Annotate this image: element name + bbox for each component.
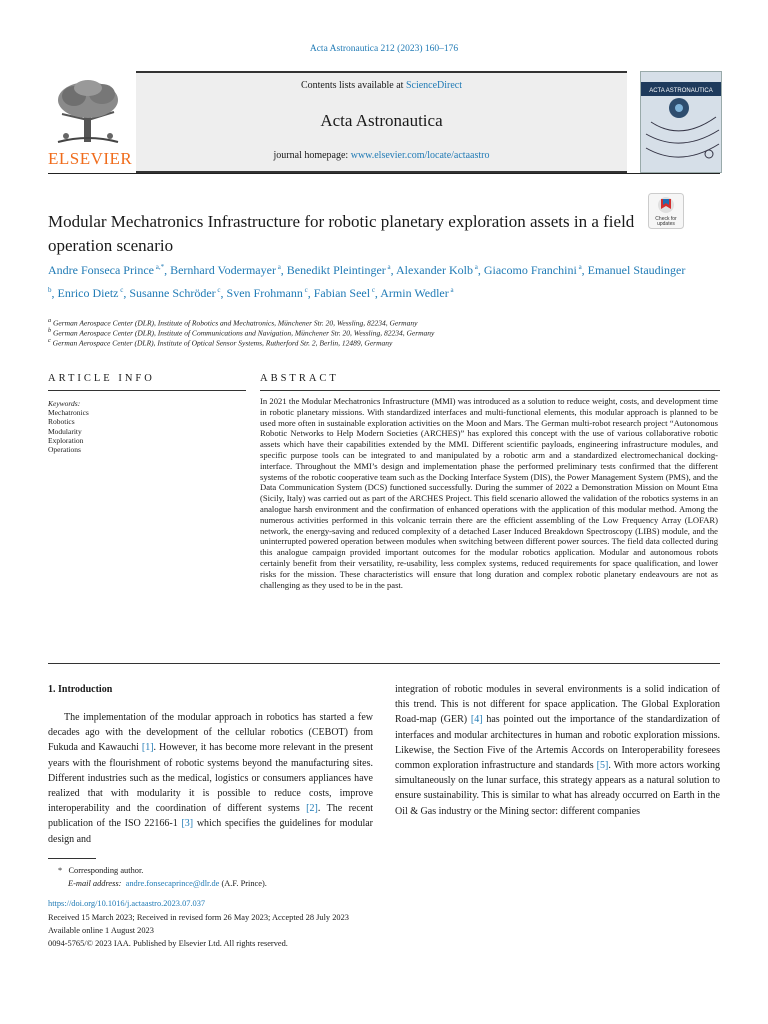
author-list: Andre Fonseca Prince $^{a,*}$, Bernhard Vodermayer $^a$, Benedikt Pleintinger $^a$, Alexander Kolb $^a$, Giacomo Franchini $^a$, Emanuel Staudinger $^b$, Enrico Dietz $^c$, Susanne Schröder $^c$, Sven Frohmann $^c$, Fabian Seel $^c$, Armin Wedler $^a$: [48, 263, 686, 300]
available-online-date: Available online 1 August 2023: [48, 926, 154, 935]
body-text: The implementation of the modular approach in robotics has started a few decades ago with the development of the cellular robotics (CEBOT) from Fukuda and Kawauchi: [48, 712, 373, 754]
author-affiliation-mark: a: [576, 263, 582, 271]
affiliation-b-text: German Aerospace Center (DLR), Institute of Communications and Navigation, Münchener Str. 20, Wessling, 82234, Germany: [53, 328, 435, 338]
author-name[interactable]: Bernhard Vodermayer: [170, 263, 276, 277]
journal-reference-link[interactable]: Acta Astronautica 212 (2023) 160–176: [309, 44, 459, 54]
citation-link[interactable]: [1]: [141, 742, 154, 754]
sciencedirect-link[interactable]: ScienceDirect: [405, 80, 463, 91]
body-text: . With more actors working simultaneously on the lunar surface, this strategy appears as a natural solution to ensure sustainability. This is similar to what has already occurred on Earth in the Oil & Gas industry or the Mining sector: different companies: [395, 760, 721, 817]
author-name[interactable]: Alexander Kolb: [395, 263, 473, 277]
email-note: [68, 879, 267, 888]
header-divider: [48, 173, 720, 174]
affiliation-c-text: German Aerospace Center (DLR), Institute of Optical Sensor Systems, Rutherford Str. 2, Berlin, 12489, Germany: [52, 338, 393, 348]
body-text: which specifies the guidelines for modular design and: [48, 818, 374, 845]
affiliation-a: $^a$ German Aerospace Center (DLR), Institute of Robotics and Mechatronics, Münchener Str. 20, Wessling, 82234, Germany: [48, 317, 418, 328]
journal-homepage-link[interactable]: www.elsevier.com/locate/actaastro: [350, 150, 490, 161]
affiliation-a-text: German Aerospace Center (DLR), Institute of Robotics and Mechatronics, Münchener Str. 20, Wessling, 82234, Germany: [53, 318, 418, 328]
journal-name: Acta Astronautica: [320, 111, 443, 130]
cover-title: ACTA ASTRONAUTICA: [649, 88, 713, 94]
author-affiliation-mark: b: [48, 285, 52, 294]
author-affiliation-mark: c: [302, 285, 308, 294]
email-label: E-mail address:: [68, 879, 122, 888]
author-name[interactable]: Sven Frohmann: [226, 285, 303, 300]
author-name[interactable]: Fabian Seel: [313, 285, 371, 300]
author-name[interactable]: Emanuel Staudinger: [587, 263, 686, 277]
introduction-column-left: [48, 710, 373, 847]
abstract-heading: ABSTRACT: [260, 373, 339, 384]
body-text: . The recent publication of the ISO 22166-1: [48, 803, 373, 830]
copyright-line: 0094-5765/© 2023 IAA. Published by Elsevier Ltd. All rights reserved.: [48, 939, 288, 948]
keyword-item: Robotics: [48, 417, 75, 427]
affiliation-b: $^b$ German Aerospace Center (DLR), Institute of Communications and Navigation, Münchener Str. 20, Wessling, 82234, Germany: [48, 327, 435, 338]
author-affiliation-mark: c: [370, 285, 375, 294]
citation-link[interactable]: [2]: [306, 803, 318, 815]
author-affiliation-mark: c: [118, 285, 124, 294]
footnote-divider: [48, 858, 96, 859]
author-affiliation-mark: a: [275, 263, 281, 271]
citation-link[interactable]: [5]: [596, 760, 609, 772]
journal-homepage-line: [136, 150, 627, 161]
keyword-item: Exploration: [48, 435, 84, 445]
doi-link[interactable]: https://doi.org/10.1016/j.actaastro.2023.07.037: [48, 899, 206, 908]
contents-available-line: [136, 80, 627, 91]
introduction-heading: 1. Introduction: [48, 684, 113, 695]
author-name[interactable]: Armin Wedler: [380, 285, 449, 300]
article-title: Modular Mechatronics Infrastructure for robotic planetary exploration assets in a field operation scenario: [48, 212, 635, 255]
affiliation-c: $^c$ German Aerospace Center (DLR), Institute of Optical Sensor Systems, Rutherford Str. 2, Berlin, 12489, Germany: [48, 337, 393, 348]
keywords-block: [48, 399, 89, 454]
corresponding-text: Corresponding author.: [68, 866, 144, 875]
body-text: . However, it has become more relevant in the present years with the flourishment of robotic systems beyond the manufacturing sites. Different industries such as the medical, logistics or consumers appliances have realized that with modularity it is possible to reduce costs, improve interoperability and the coordination of different systems: [48, 742, 373, 815]
corresponding-author-note: [58, 866, 143, 875]
keyword-item: Mechatronics: [48, 408, 89, 418]
check-for-updates-badge[interactable]: [648, 193, 684, 229]
author-affiliation-mark: c: [215, 285, 221, 294]
homepage-prefix: journal homepage:: [273, 150, 351, 161]
elsevier-wordmark: ELSEVIER: [48, 149, 133, 168]
abstract-divider: [260, 390, 720, 391]
crossmark-icon: [648, 193, 684, 229]
body-text: integration of robotic modules in several environments is a solid indication of this trend. This is not different for space application. The Global Exploration Road-map (GER): [395, 684, 720, 726]
email-suffix: (A.F. Prince).: [221, 879, 267, 888]
citation-link[interactable]: [3]: [181, 818, 194, 830]
contents-prefix: Contents lists available at: [300, 80, 406, 91]
received-dates: Received 15 March 2023; Received in revised form 26 May 2023; Accepted 28 July 2023: [48, 913, 349, 922]
author-affiliation-mark: a: [385, 263, 391, 271]
author-name[interactable]: Benedikt Pleintinger: [286, 263, 386, 277]
author-name[interactable]: Giacomo Franchini: [483, 263, 577, 277]
article-info-heading: ARTICLE INFO: [48, 373, 155, 384]
keyword-item: Modularity: [48, 426, 82, 436]
crossmark-line2: updates: [657, 221, 675, 227]
article-info-divider: [48, 390, 246, 391]
abstract-text: In 2021 the Modular Mechatronics Infrastructure (MMI) was introduced as a solution to reduce weight, costs, and development time in robotic planetary missions. With standardized interfaces and multi-functional elements, this modular approach is planned to be used more often in sustainable exploration activities on the Moon and Mars. The German multi-robot research project “Autonomous Robotic Networks to Help Modern Societies (ARCHES)” has explored this concept with the use of various collaborative robotic assets which have their capabilities extended by the MMI. Different scientific payloads, engineering infrastructure modules, and specific purpose tools can be integrated to and manipulated by a robotic arm and a standardized electromechanical docking-interface. Throughout the MMI’s design and implementation phase the performed preliminary tests confirmed that the different systems of the robotic cooperative team such as the Docking Interface System (DIS), the Power Management System (PMS), and the Data Communication System (DCS) functioned successfully. During the summer of 2022 a Demonstration Mission on Mount Etna (Sicily, Italy) was carried out as part of the ARCHES Project. This field scenario allowed the validation of the robotics systems in an analogue harsh environment and the confirmation of enhanced operations with the application of this modular method. Among the numerous activities performed in this volcanic terrain there are the efficient assembling of the Low Frequency Array (LOFAR) network, the energy-saving and reduced complexity of a detached Laser Induced Breakdown Spectroscopy (LIBS) module, and the uninterrupted powered operation between modules when switching between different power sources. The field data collected during this analogue campaign provided important outcomes for the modular robotics application. Modular and autonomous robots certainly benefit from their versatility, re-usability, less complex systems, reduced requirements for space qualification, and lower risks for the mission. These characteristics will ensure that long duration and complex robotic planetary endeavours are not as challenging as they used to be in the past.: [260, 396, 718, 590]
body-text: has pointed out the importance of the standardization of interfaces and modular architectures in human and robotic exploration missions. Likewise, the Section Five of the Artemis Accords on Interoperability foresees common exploration infrastructure and standards: [395, 714, 720, 772]
author-name[interactable]: Andre Fonseca Prince: [48, 263, 154, 277]
introduction-column-right: [395, 682, 720, 819]
corresponding-mark: *: [58, 866, 63, 875]
author-affiliation-mark: a,*: [153, 263, 165, 271]
author-affiliation-mark: a: [448, 285, 454, 294]
author-affiliation-mark: a: [472, 263, 478, 271]
author-name[interactable]: Susanne Schröder: [129, 285, 216, 300]
abstract-bottom-divider: [48, 663, 720, 664]
author-name[interactable]: Enrico Dietz: [57, 285, 119, 300]
journal-cover-thumbnail[interactable]: [640, 71, 722, 173]
keywords-label: Keywords:: [48, 399, 81, 408]
keyword-item: Operations: [48, 445, 81, 455]
citation-link[interactable]: [4]: [470, 714, 483, 726]
email-link[interactable]: andre.fonsecaprince@dlr.de: [125, 879, 220, 888]
crossmark-line1: Check for: [655, 216, 677, 222]
